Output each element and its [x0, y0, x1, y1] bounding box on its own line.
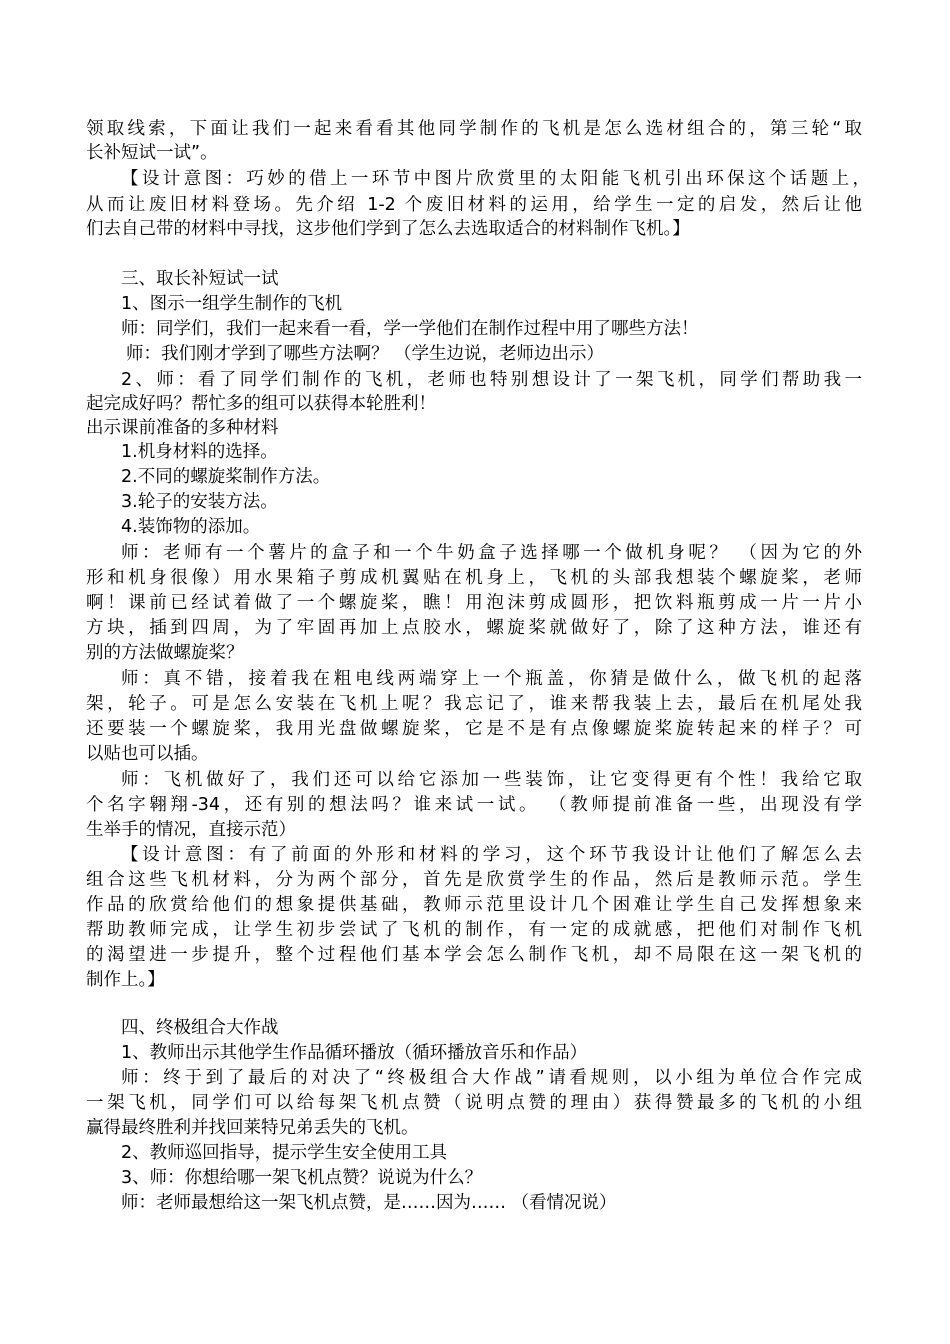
text-line: 师：飞机做好了，我们还可以给它添加一些装饰，让它变得更有个性！我给它取	[121, 770, 862, 790]
text-line: 起完成好吗？帮忙多的组可以获得本轮胜利！	[86, 394, 436, 414]
text-line: 师：同学们，我们一起来看一看，学一学他们在制作过程中用了哪些方法！	[121, 319, 699, 339]
design-intent-line: 作品的欣赏给他们的想象提供基础，教师示范里设计几个困难让学生自己发挥想象来	[86, 895, 862, 915]
text-line: 一架飞机，同学们可以给每架飞机点赞（说明点赞的理由）获得赞最多的飞机的小组	[86, 1093, 862, 1113]
text-line: 还要装一个螺旋桨，我用光盘做螺旋桨，它是不是有点像螺旋桨旋转起来的样子？可	[86, 719, 862, 739]
text-line: 形和机身很像）用水果箱子剪成机翼贴在机身上，飞机的头部我想装个螺旋桨，老师	[86, 568, 862, 588]
design-intent-line: 从而让废旧材料登场。先介绍 1-2 个废旧材料的运用，给学生一定的启发，然后让他	[86, 195, 862, 215]
list-item: 3.轮子的安装方法。	[121, 492, 278, 512]
list-item: 1.机身材料的选择。	[121, 442, 278, 462]
text-line: 别的方法做螺旋桨？	[86, 643, 244, 663]
text-line: 师：真不错，接着我在粗电线两端穿上一个瓶盖，你猜是做什么，做飞机的起落	[121, 669, 862, 689]
text-line: 个名字翱翔-34，还有别的想法吗？谁来试一试。 （教师提前准备一些，出现没有学	[86, 795, 862, 815]
design-intent-line: 帮助教师完成，让学生初步尝试了飞机的制作，有一定的成就感，把他们对制作飞机	[86, 920, 862, 940]
design-intent-line: 组合这些飞机材料，分为两个部分，首先是欣赏学生的作品，然后是教师示范。学生	[86, 870, 862, 890]
text-line: 师：我们刚才学到了哪些方法啊？ （学生边说，老师边出示）	[126, 344, 605, 364]
text-line: 师：终于到了最后的对决了“终极组合大作战”请看规则，以小组为单位合作完成	[121, 1068, 862, 1088]
section-heading-4: 四、终极组合大作战	[121, 1018, 279, 1038]
text-line: 2、师：看了同学们制作的飞机，老师也特别想设计了一架飞机，同学们帮助我一	[121, 370, 862, 390]
design-intent-line: 们去自己带的材料中寻找，这步他们学到了怎么去选取适合的材料制作飞机。】	[86, 219, 690, 239]
design-intent-line: 的渴望进一步提升，整个过程他们基本学会怎么制作飞机，却不局限在这一架飞机的	[86, 945, 862, 965]
text-line: 师：老师最想给这一架飞机点赞，是……因为…… （看情况说）	[121, 1193, 617, 1213]
text-line: 出示课前准备的多种材料	[86, 418, 279, 438]
text-line: 生举手的情况，直接示范）	[86, 820, 296, 840]
list-item: 4.装饰物的添加。	[121, 517, 261, 537]
list-item: 2.不同的螺旋桨制作方法。	[121, 467, 331, 487]
design-intent-line: 制作上。】	[86, 970, 165, 990]
text-line: 赢得最终胜利并找回莱特兄弟丢失的飞机。	[86, 1118, 419, 1138]
text-line: 3、师：你想给哪一架飞机点赞？说说为什么？	[121, 1168, 483, 1188]
text-line: 领取线索，下面让我们一起来看看其他同学制作的飞机是怎么选材组合的，第三轮“取	[86, 119, 862, 139]
text-line: 1、图示一组学生制作的飞机	[121, 294, 343, 314]
text-line: 师：老师有一个薯片的盒子和一个牛奶盒子选择哪一个做机身呢？ （因为它的外	[121, 543, 862, 563]
text-line: 以贴也可以插。	[86, 744, 209, 764]
text-line: 长补短试一试”。	[86, 143, 218, 163]
text-line: 架，轮子。可是怎么安装在飞机上呢？我忘记了，谁来帮我装上去，最后在机尾处我	[86, 694, 862, 714]
section-heading-3: 三、取长补短试一试	[121, 269, 279, 289]
design-intent-line: 【设计意图：巧妙的借上一环节中图片欣赏里的太阳能飞机引出环保这个话题上，	[121, 169, 870, 189]
text-line: 方块，插到四周，为了牢固再加上点胶水，螺旋桨就做好了，除了这种方法，谁还有	[86, 618, 862, 638]
design-intent-line: 【设计意图：有了前面的外形和材料的学习，这个环节我设计让他们了解怎么去	[121, 845, 862, 865]
text-line: 2、教师巡回指导，提示学生安全使用工具	[121, 1143, 448, 1163]
text-line: 1、教师出示其他学生作品循环播放（循环播放音乐和作品）	[121, 1043, 588, 1063]
text-line: 啊！课前已经试着做了一个螺旋桨，瞧！用泡沫剪成圆形，把饮料瓶剪成一片一片小	[86, 593, 862, 613]
